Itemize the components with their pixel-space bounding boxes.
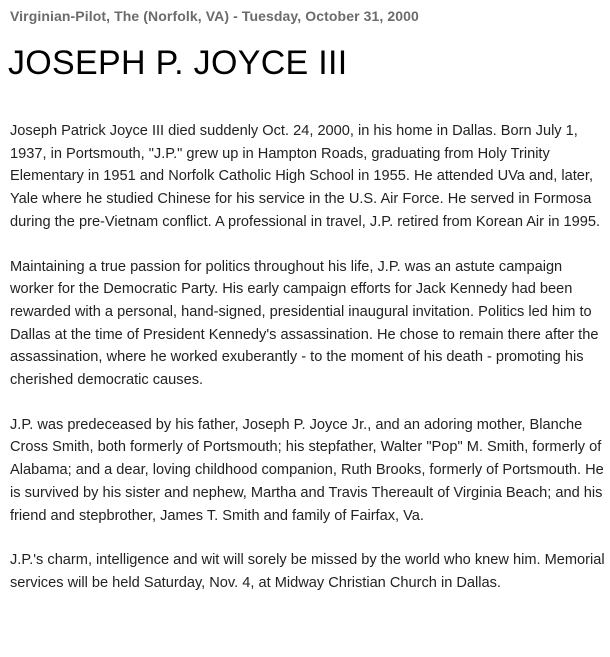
publication-dateline: Virginian-Pilot, The (Norfolk, VA) - Tuesday, October 31, 2000 — [10, 8, 419, 24]
obituary-headline: JOSEPH P. JOYCE III — [8, 44, 348, 82]
paragraph-family: J.P. was predeceased by his father, Joseph P. Joyce Jr., and an adoring mother, Blanche Cross Smith, both formerly of Portsmouth; his stepfather, Walter "Pop" M. Smith, formerly of Alabama; and a dear, loving childhood companion, Ruth Brooks, formerly of Portsmouth. He is survived by his sister and nephew, Martha and Travis Thereault of Virginia Beach; and his friend and stepbrother, James T. Smith and family of Fairfax, Va. — [10, 416, 604, 524]
paragraph-memorial: J.P.'s charm, intelligence and wit will sorely be missed by the world who knew him. Memorial services will be held Saturday, Nov. 4, at Midway Christian Church in Dallas. — [10, 552, 605, 591]
obituary-body — [10, 120, 606, 595]
paragraph-biography: Joseph Patrick Joyce III died suddenly Oct. 24, 2000, in his home in Dallas. Born July 1, 1937, in Portsmouth, "J.P." grew up in Hampton Roads, graduating from Holy Trinity Elementary in 1951 and Norfolk Catholic High School in 1955. He attended UVa and, later, Yale where he studied Chinese for his service in the U.S. Air Force. He served in Formosa during the pre-Vietnam conflict. A professional in travel, J.P. retired from Korean Air in 1995. — [10, 123, 601, 230]
paragraph-politics: Maintaining a true passion for politics throughout his life, J.P. was an astute campaign worker for the Democratic Party. His early campaign efforts for Jack Kennedy had been rewarded with a personal, hand-signed, presidential inaugural invitation. Politics led him to Dallas at the time of President Kennedy's assassination. He chose to remain there after the assassination, where he worked exuberantly - to the moment of his death - promoting his cherished democratic causes. — [10, 258, 599, 389]
